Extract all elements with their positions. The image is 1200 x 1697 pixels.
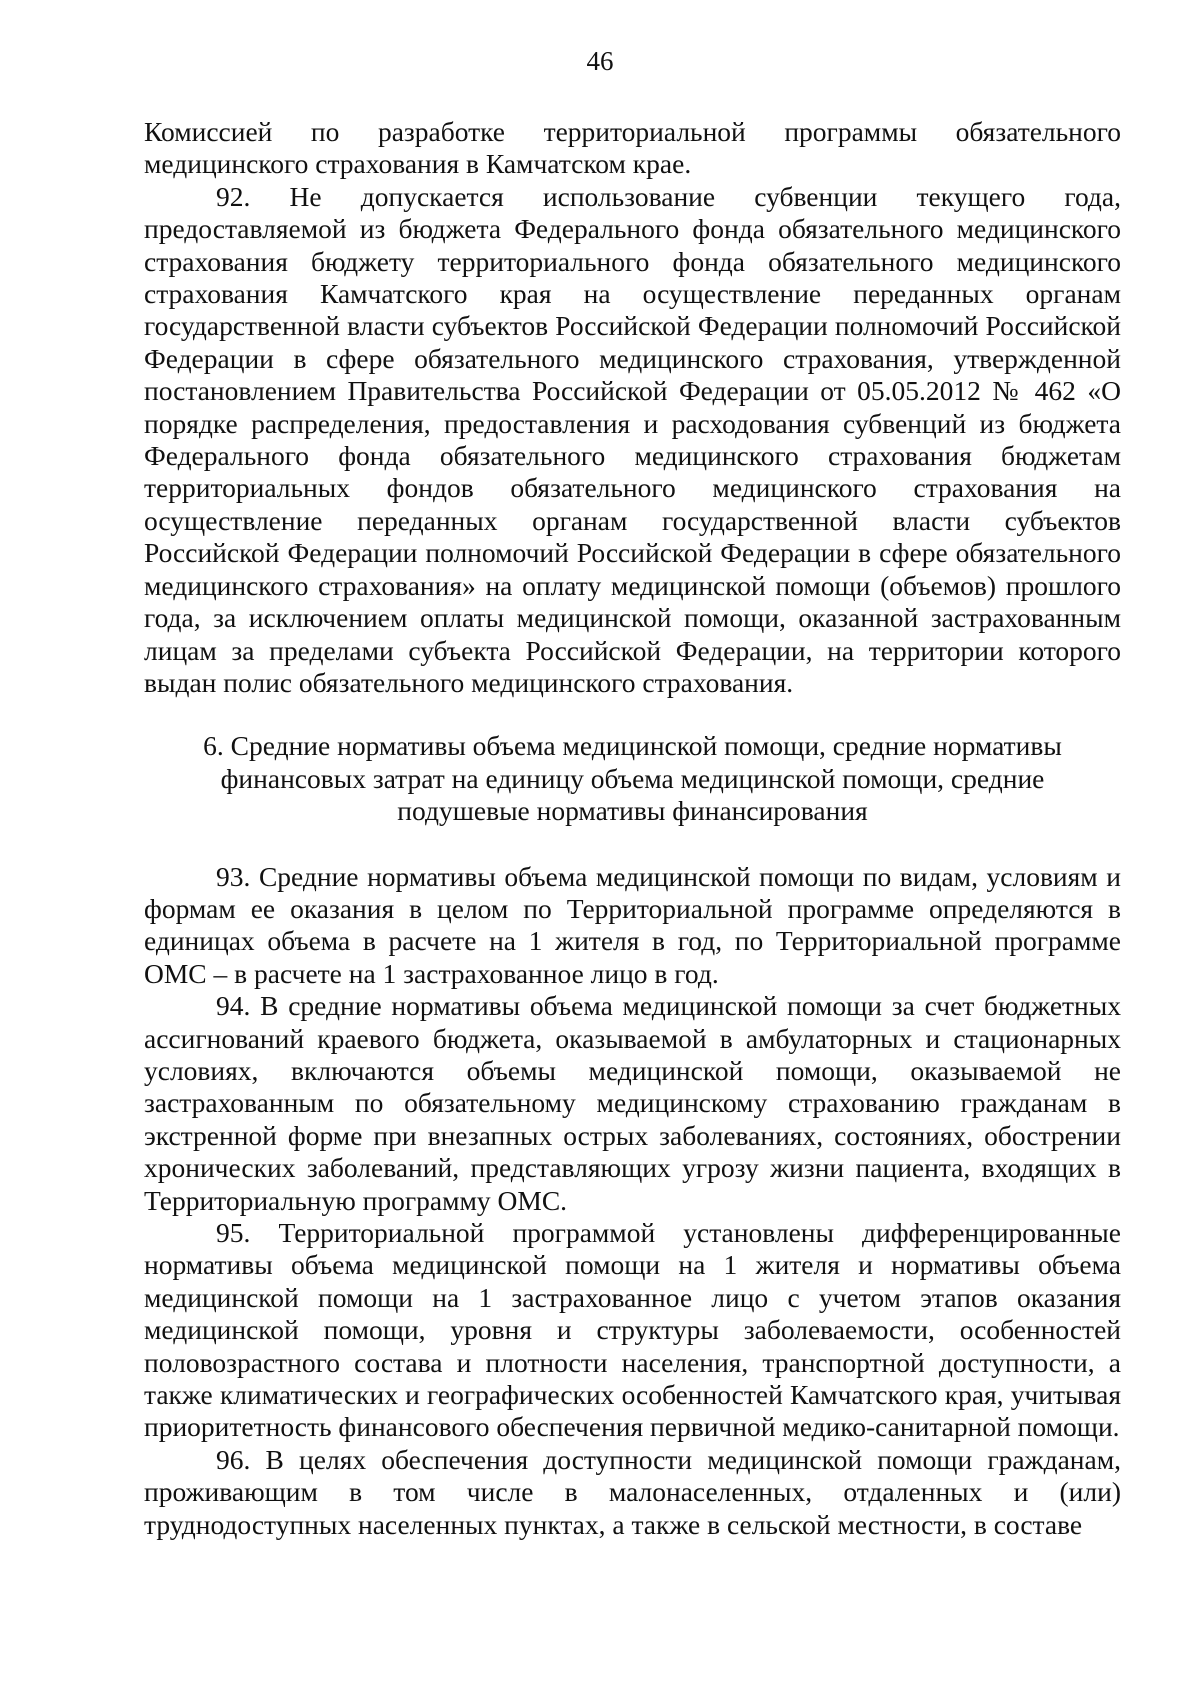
paragraph-95: 95. Территориальной программой установлены дифференцированные нормативы объема медицинской помощи на 1 жителя и нормативы объема медицинской помощи на 1 застрахованное лицо с учетом этапов оказания медицинской помощи, уровня и структуры заболеваемости, особенностей половозрастного состава и плотности населения, транспортной доступности, а также климатических и географических особенностей Камчатского края, учитывая приоритетность финансового обеспечения первичной медико-санитарной помощи.: [144, 1217, 1121, 1443]
paragraph-continued: Комиссией по разработке территориальной программы обязательного медицинского страхования в Камчатском крае.: [144, 116, 1121, 180]
section-heading: [144, 730, 1121, 827]
document-body: [144, 116, 1121, 1541]
section-heading-line: 6. Средние нормативы объема медицинской помощи, средние нормативы: [203, 730, 1062, 762]
section-heading-line: финансовых затрат на единицу объема медицинской помощи, средние: [220, 762, 1045, 794]
section-heading-line: подушевые нормативы финансирования: [397, 795, 868, 827]
paragraph-92: 92. Не допускается использование субвенции текущего года, предоставляемой из бюджета Федерального фонда обязательного медицинского страхования бюджету территориального фонда обязательного медицинского страхования Камчатского края на осуществление переданных органам государственной власти субъектов Российской Федерации полномочий Российской Федерации в сфере обязательного медицинского страхования, утвержденной постановлением Правительства Российской Федерации от 05.05.2012 № 462 «О порядке распределения, предоставления и расходования субвенций из бюджета Федерального фонда обязательного медицинского страхования бюджетам территориальных фондов обязательного медицинского страхования на осуществление переданных органам государственной власти субъектов Российской Федерации полномочий Российской Федерации в сфере обязательного медицинского страхования» на оплату медицинской помощи (объемов) прошлого года, за исключением оплаты медицинской помощи, оказанной застрахованным лицам за пределами субъекта Российской Федерации, на территории которого выдан полис обязательного медицинского страхования.: [144, 180, 1121, 698]
paragraph-96: 96. В целях обеспечения доступности медицинской помощи гражданам, проживающим в том числе в малонаселенных, отдаленных и (или) труднодоступных населенных пунктах, а также в сельской местности, в составе: [144, 1443, 1121, 1540]
paragraph-93: 93. Средние нормативы объема медицинской помощи по видам, условиям и формам ее оказания в целом по Территориальной программе определяются в единицах объема в расчете на 1 жителя в год, по Территориальной программе ОМС – в расчете на 1 застрахованное лицо в год.: [144, 860, 1121, 989]
page-number: 46: [586, 46, 614, 76]
paragraph-94: 94. В средние нормативы объема медицинской помощи за счет бюджетных ассигнований краевого бюджета, оказываемой в амбулаторных и стационарных условиях, включаются объемы медицинской помощи, оказываемой не застрахованным по обязательному медицинскому страхованию гражданам в экстренной форме при внезапных острых заболеваниях, состояниях, обострении хронических заболеваний, представляющих угрозу жизни пациента, входящих в Территориальную программу ОМС.: [144, 990, 1121, 1216]
